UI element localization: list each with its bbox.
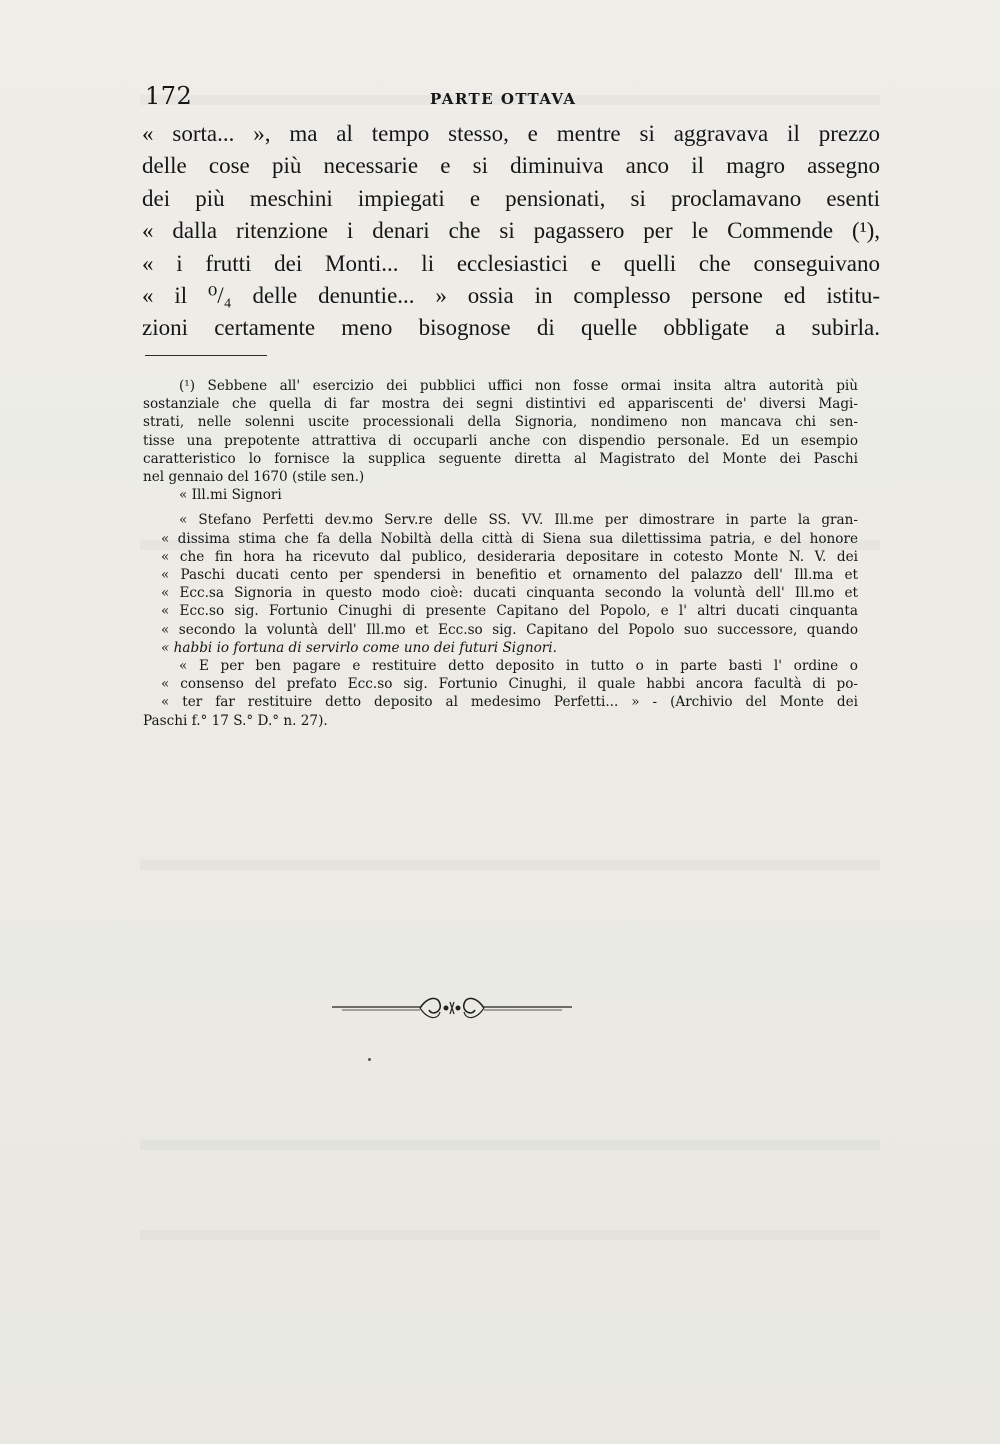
print-speck (368, 1058, 371, 1061)
footnote-line: nel gennaio del 1670 (stile sen.) (143, 469, 365, 486)
footnote-line: « consenso del prefato Ecc.so sig. Fortunio Cinughi, il quale habbi ancora facultà di po- (161, 676, 858, 693)
body-line: « il ⁰/₄ delle denuntie... » ossia in complesso persone ed istitu- (142, 283, 880, 309)
footnote-line: (¹) Sebbene all' esercizio dei pubblici uffici non fosse ormai insita altra autorità più (179, 378, 858, 394)
footnote-line: « Ecc.so sig. Fortunio Cinughi di presente Capitano del Popolo, e l' altri ducati cinquanta (161, 603, 858, 620)
footnote-line: « ter far restituire detto deposito al medesimo Perfetti... » - (Archivio del Monte dei (161, 694, 858, 711)
footnote-line: « habbi io fortuna di servirlo come uno dei futuri Signori. (161, 639, 557, 656)
footnote-line: « Ecc.sa Signoria in questo modo cioè: ducati cinquanta secondo la voluntà dell' Ill.mo et (161, 585, 858, 602)
body-line: « i frutti dei Monti... li ecclesiastici e quelli che conseguivano (142, 250, 880, 276)
footnote-line: strati, nelle solenni uscite processionali della Signoria, nondimeno non mancava chi sen- (143, 414, 858, 431)
body-line: « dalla ritenzione i denari che si pagassero per le Commende (¹), (142, 218, 880, 244)
footnote-line: « Stefano Perfetti dev.mo Serv.re delle SS. VV. Ill.me per dimostrare in parte la gran- (179, 512, 858, 529)
page-number: 172 (145, 82, 193, 110)
footnote-line: sostanziale che quella di far mostra dei segni distintivi ed appariscenti de' diversi Magi- (143, 396, 858, 413)
footnote-line: « Ill.mi Signori (179, 487, 282, 504)
footnote-line: « che fin hora ha ricevuto dal publico, desideraria depositare in cotesto Monte N. V. dei (161, 548, 858, 565)
bleed-through (140, 860, 880, 870)
footnote-line: tisse una prepotente attrattiva di occuparli anche con dispendio personale. Ed un esempio (143, 432, 858, 449)
footnote-rule (145, 355, 267, 356)
footnote (143, 377, 858, 730)
tailpiece-ornament (332, 994, 572, 1022)
body-line: zioni certamente meno bisognose di quelle obbligate a subirla. (142, 315, 880, 341)
footnote-line: « E per ben pagare e restituire detto deposito in tutto o in parte basti l' ordine o (179, 658, 858, 675)
bleed-through (140, 1230, 880, 1240)
footnote-line: caratteristico lo fornisce la supplica seguente diretta al Magistrato del Monte dei Paschi (143, 450, 858, 467)
main-text (142, 118, 880, 345)
footnote-line: « secondo la voluntà dell' Ill.mo et Ecc.so sig. Capitano del Popolo suo successore, quando (161, 621, 858, 638)
body-line: delle cose più necessarie e si diminuiva anco il magro assegno (142, 153, 880, 179)
footnote-line: « Paschi ducati cento per spendersi in benefitio et ornamento del palazzo dell' Ill.ma et (161, 567, 858, 584)
body-line: dei più meschini impiegati e pensionati, si proclamavano esenti (142, 185, 880, 211)
running-head (145, 82, 880, 114)
footnote-line: Paschi f.° 17 S.° D.° n. 27). (143, 712, 328, 729)
bleed-through (140, 1140, 880, 1150)
running-title: PARTE OTTAVA (430, 90, 577, 108)
body-line: « sorta... », ma al tempo stesso, e mentre si aggravava il prezzo (142, 121, 880, 146)
footnote-line: « dissima stima che fa della Nobiltà della città di Siena sua dilettissima patria, e del honore (161, 530, 858, 547)
